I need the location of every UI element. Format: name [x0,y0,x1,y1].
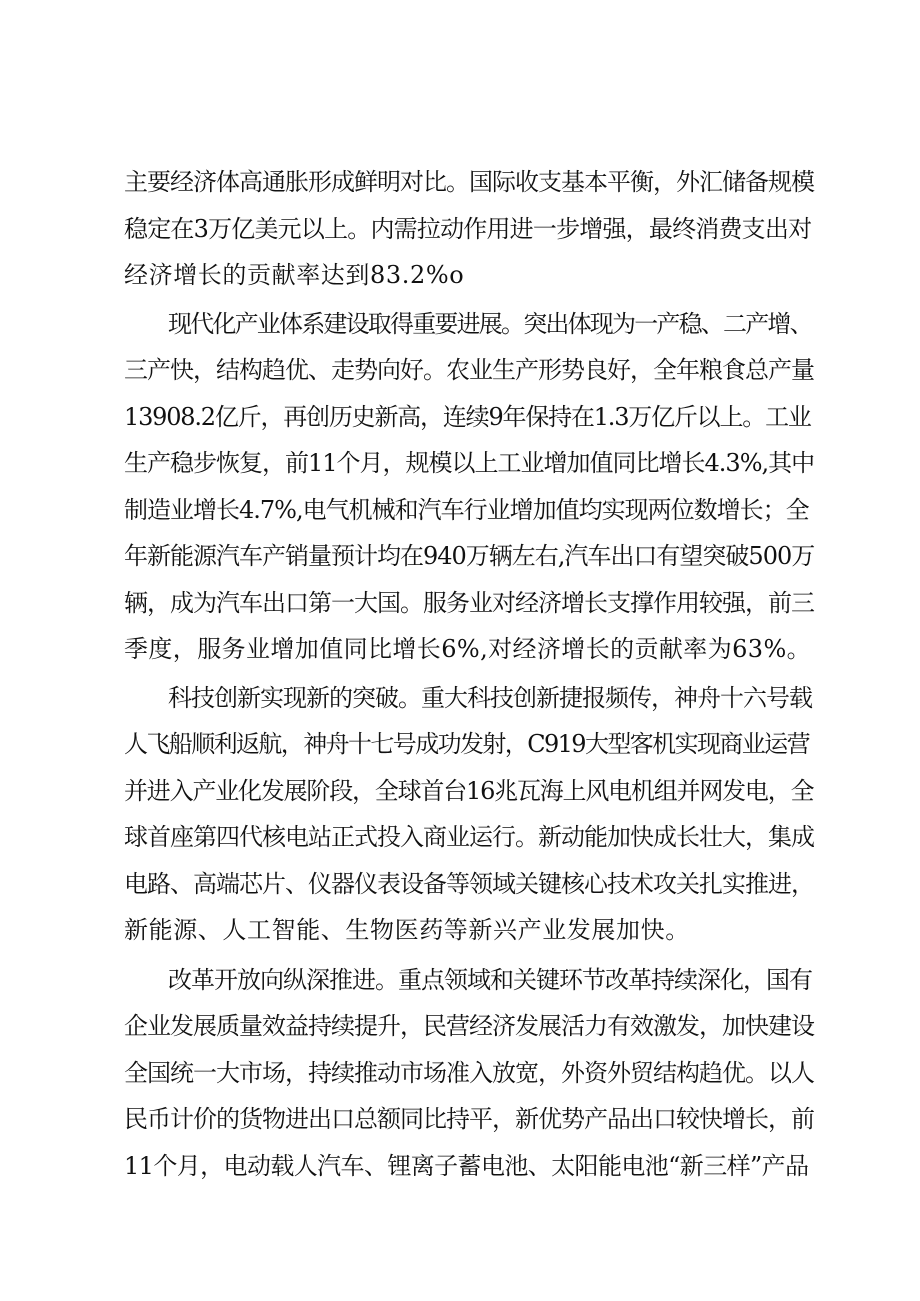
text-line: 民币计价的货物进出口总额同比持平，新优势产品出口较快增长，前 [124,1105,814,1133]
text-line: 新能源、人工智能、生物医药等新兴产业发展加快。 [124,916,690,944]
text-line: 经济增长的贡献率达到83.2%o [124,261,465,289]
text-line: 科技创新实现新的突破。重大科技创新捷报频传，神舟十六号载 [168,684,812,712]
text-line: 稳定在3万亿美元以上。内需拉动作用进一步增强，最终消费支出对 [124,215,812,243]
text-line: 11个月，电动载人汽车、锂离子蓄电池、太阳能电池“新三样”产品 [124,1152,809,1180]
text-line: 三产快，结构趋优、走势向好。农业生产形势良好，全年粮食总产量 [124,356,814,384]
text-line: 电路、高端芯片、仪器仪表设备等领域关键核心技术攻关扎实推进， [124,870,814,898]
text-line: 改革开放向纵深推进。重点领域和关键环节改革持续深化，国有 [168,966,812,994]
text-line: 现代化产业体系建设取得重要进展。突出体现为一产稳、二产增、 [168,310,812,338]
text-line: 季度，服务业增加值同比增长6%,对经济增长的贡献率为63%。 [124,635,812,663]
text-line: 球首座第四代核电站正式投入商业运行。新动能加快成长壮大，集成 [124,823,814,851]
text-line: 制造业增长4.7%,电气机械和汽车行业增加值均实现两位数增长；全 [124,496,809,524]
text-line: 人飞船顺利返航，神舟十七号成功发射，C919大型客机实现商业运营 [124,730,809,758]
text-line: 主要经济体高通胀形成鲜明对比。国际收支基本平衡，外汇储备规模 [124,168,814,196]
text-line: 生产稳步恢复，前11个月，规模以上工业增加值同比增长4.3%,其中 [124,449,815,477]
text-line: 13908.2亿斤，再创历史新高，连续9年保持在1.3万亿斤以上。工业 [124,403,811,431]
text-line: 全国统一大市场，持续推动市场准入放宽，外资外贸结构趋优。以人 [124,1059,814,1087]
text-line: 企业发展质量效益持续提升，民营经济发展活力有效激发，加快建设 [124,1012,814,1040]
text-line: 并进入产业化发展阶段，全球首台16兆瓦海上风电机组并网发电，全 [124,777,814,805]
text-line: 辆，成为汽车出口第一大国。服务业对经济增长支撑作用较强，前三 [124,589,814,617]
text-line: 年新能源汽车产销量预计均在940万辆左右,汽车出口有望突破500万 [124,542,815,570]
